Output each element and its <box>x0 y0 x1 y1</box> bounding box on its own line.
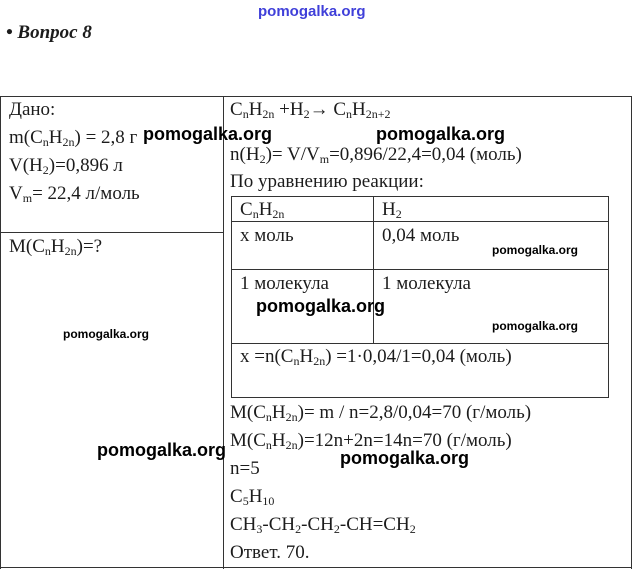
given-header: Дано: <box>9 99 56 120</box>
watermark-8: pomogalka.org <box>340 448 470 468</box>
question-title: • Вопрос 8 <box>6 22 92 43</box>
table-cell-molecule-1: 1 молекула <box>240 273 329 294</box>
molecular-formula: $C_5H_{10}$ <box>230 486 275 508</box>
given-molar-volume: $V_m= 22,4$ л/моль <box>9 183 140 205</box>
inner-table-header-divider <box>231 221 609 222</box>
inner-table-right <box>608 196 609 398</box>
inner-table-row-divider-2 <box>231 343 609 344</box>
watermark-2: pomogalka.org <box>376 124 506 144</box>
watermark-top: pomogalka.org <box>258 3 366 20</box>
frame-left-border <box>0 96 1 569</box>
watermark-1: pomogalka.org <box>143 124 273 144</box>
reaction-equation: $C_nH_{2n} +H_2\to C_nH_{2n+2}$ <box>230 99 391 121</box>
molar-mass-formula: $M(C_nH_{2n})=12n+2n=14n=70$ (г/моль) <box>230 430 512 452</box>
molar-mass-calc: $M(C_nH_{2n})= m / n=2,8/0,04=70$ (г/моль) <box>230 402 532 424</box>
inner-table-left <box>231 196 232 398</box>
given-volume: $V(H_2)=0,896$ л <box>9 155 123 177</box>
table-header-hydrogen: $H_2$ <box>382 199 402 221</box>
frame-top-border <box>0 96 632 97</box>
inner-table-top <box>231 196 609 197</box>
n-value: n=5 <box>230 458 260 479</box>
given-find-divider <box>0 232 223 233</box>
table-cell-molecule-2: 1 молекула <box>382 273 471 294</box>
table-x-result: $x =n(C_nH_{2n}) =1\cdot 0,04/1=0,04$ (моль) <box>240 346 512 368</box>
inner-table-col-divider <box>373 196 374 344</box>
by-equation-label: По уравнению реакции: <box>230 171 424 192</box>
inner-table-bottom <box>231 397 609 398</box>
watermark-7: pomogalka.org <box>97 440 227 460</box>
structural-formula: $CH_3-CH_2-CH_2-CH=CH_2$ <box>230 514 416 536</box>
table-cell-hydrogen-mol: 0,04 моль <box>382 225 460 246</box>
inner-table-row-divider <box>231 269 609 270</box>
given-mass: $m(C_nH_{2n}) = 2,8$ г <box>9 127 138 149</box>
frame-column-divider <box>223 96 224 569</box>
watermark-6: pomogalka.org <box>63 327 150 341</box>
watermark-5: pomogalka.org <box>492 319 579 333</box>
table-header-alkene: $C_nH_{2n}$ <box>240 199 285 221</box>
table-cell-x-mol: x моль <box>240 225 294 246</box>
watermark-4: pomogalka.org <box>256 296 386 316</box>
find-molar-mass: $M(C_nH_{2n})=$? <box>9 236 103 258</box>
moles-hydrogen-calc: $n(H_2)= V/V_m=0,896/22,4=0,04$ (моль) <box>230 144 522 166</box>
watermark-3: pomogalka.org <box>492 243 579 257</box>
frame-bottom-border <box>0 567 632 568</box>
answer: Ответ. 70. <box>230 542 310 563</box>
